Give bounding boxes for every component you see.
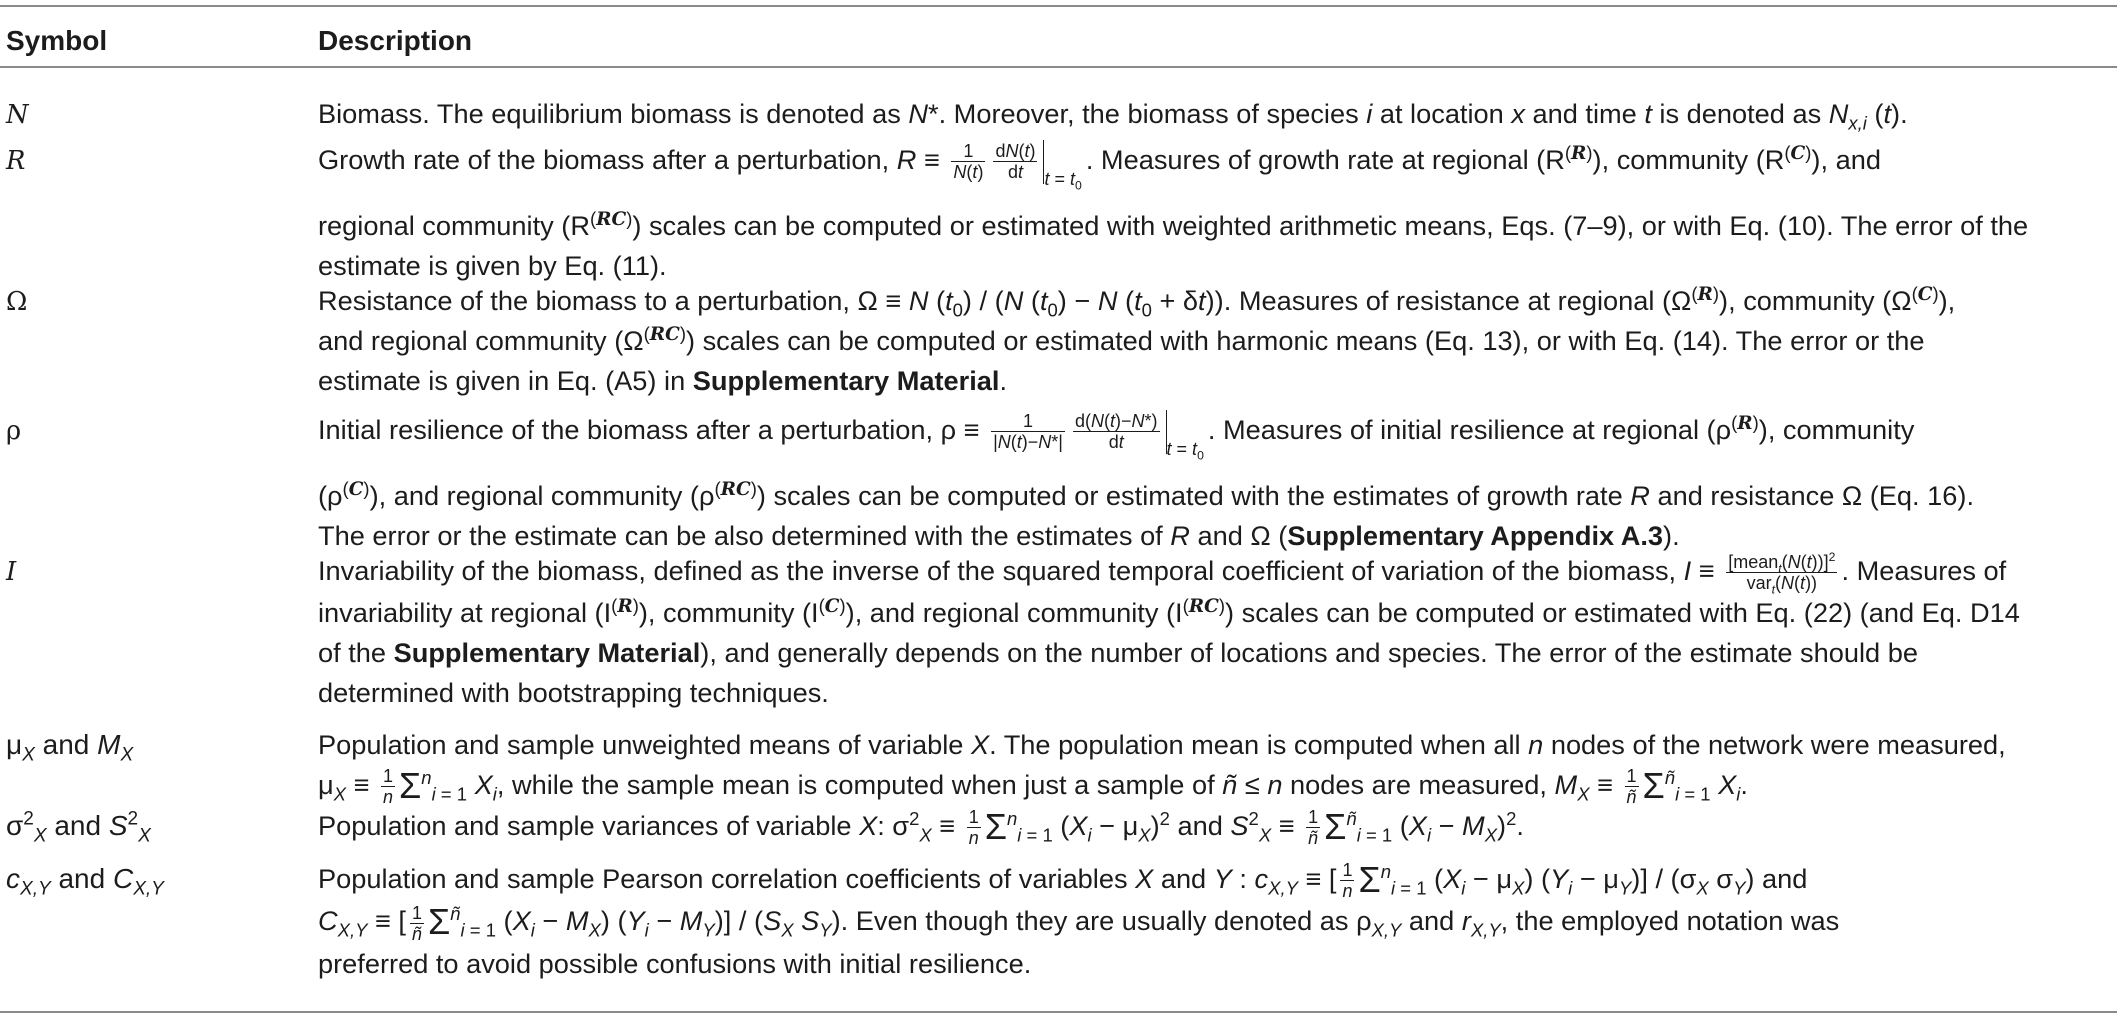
- symbol-cell: [6, 806, 151, 846]
- description-line: Initial resilience of the biomass after a perturbation, ρ ≡ $\frac{1}{|N(t)-N*|}$ $\frac{d(N(t)-N*)}{dt}$ $_{t = t_0}$. Measures of initial resilience at regional $(\rho^{(R)})$, community: [318, 411, 1915, 463]
- symbol-text: Ω: [6, 287, 28, 317]
- description-cell: [318, 140, 2113, 286]
- description-line: Population and sample Pearson correlation coefficients of variables X and Y : $c_{X,Y}$ ≡ [ $\frac{1}{n}$ $\Sigma^n_{i = 1}$ $(X_i - \mu_X) (Y_i - \mu_Y)] / (\sigma_X$ $\sigma_Y$) and: [318, 859, 1808, 902]
- description-line: regional community $(R^{(RC)})$ scales can be computed or estimated with weighted arithmetic means, Eqs. (7–9), or with Eq. (10). The error of the: [318, 207, 2029, 241]
- symbol-text: N: [6, 100, 29, 130]
- description-line: Population and sample variances of variable X: $\sigma^2_X$ ≡ $\frac{1}{n}$ $\Sigma^n_{i = 1}$ $(X_i - \mu_X)^2$ and $S^2_X$ ≡ $\frac{1}{ñ}$ $\Sigma^ñ_{i = 1}$ $(X_i - M_X)^2$.: [318, 806, 1524, 849]
- symbol-cell: [6, 94, 29, 135]
- symbol-cell: [6, 859, 164, 899]
- bottom-rule: [0, 1011, 2117, 1013]
- header-symbol: Symbol: [6, 25, 108, 56]
- symbol-text: $\sigma^2_X$ and $S^2_X$: [6, 808, 151, 847]
- description-line: of the Supplementary Material), and generally depends on the number of locations and species. The error of the estimate should be: [318, 637, 1918, 669]
- description-cell: [318, 859, 2113, 984]
- description-line: invariability at regional $(I^{(R)})$, community $(I^{(C)})$, and regional community $(I^{(RC)})$ scales can be computed or estimated with Eq. (22) (and Eq. D14: [318, 595, 2020, 629]
- header-rule: [0, 66, 2117, 68]
- symbol-cell: [6, 410, 21, 451]
- symbol-cell: [6, 140, 25, 181]
- description-line: Invariability of the biomass, defined as the inverse of the squared temporal coefficient of variation of the biomass, I ≡ $\frac{[mean_t(N(t))]^2}{var_t(N(t))}$ . Measures of: [318, 550, 2007, 597]
- description-cell: [318, 551, 2113, 713]
- description-line: and regional community $(\Omega^{(RC)})$ scales can be computed or estimated with harmonic means (Eq. 13), or with Eq. (14). The error or the: [318, 322, 1925, 356]
- symbol-text: $\mu_X$ and $M_X$: [6, 729, 134, 766]
- description-cell: [318, 806, 2113, 848]
- description-line: preferred to avoid possible confusions with initial resilience.: [318, 947, 1032, 979]
- description-line: estimate is given in Eq. (A5) in Supplementary Material.: [318, 365, 1008, 396]
- description-line: The error or the estimate can be also determined with the estimates of R and Ω (Supplementary Appendix A.3).: [318, 520, 1680, 551]
- description-line: Biomass. The equilibrium biomass is denoted as N*. Moreover, the biomass of species i at location x and time t is denoted as $N_{x,i}$ (t).: [318, 98, 1908, 134]
- symbol-text: I: [6, 557, 17, 587]
- symbol-text: $c_{X,Y}$ and $C_{X,Y}$: [6, 863, 164, 900]
- symbol-text: ρ: [6, 416, 22, 446]
- description-line: $\mu_X$ ≡ $\frac{1}{n}$ $\Sigma^n_{i = 1}$ $X_i$, while the sample mean is computed when just a sample of ñ ≤ n nodes are measured, $M_X$ ≡ $\frac{1}{ñ}$ $\Sigma^ñ_{i = 1}$ $X_i$.: [318, 765, 1748, 808]
- top-rule: [0, 5, 2117, 7]
- symbol-cell: [6, 725, 133, 765]
- description-line: $(\rho^{(C)})$, and regional community $(\rho^{(RC)})$ scales can be computed or estimated with the estimates of growth rate R and resistance Ω (Eq. 16).: [318, 477, 1975, 511]
- description-cell: [318, 725, 2113, 807]
- symbol-cell: [6, 281, 27, 322]
- description-line: Resistance of the biomass to a perturbation, Ω ≡ N $(t_0) / (N$ $(t_0) - N$ $(t_0 + \delta t)$). Measures of resistance at regional $(\Omega^{(R)})$, community $(\Omega^{(C)})$,: [318, 282, 1956, 321]
- symbol-text: R: [6, 146, 26, 176]
- description-cell: [318, 281, 2113, 401]
- description-line: estimate is given by Eq. (11).: [318, 250, 667, 281]
- symbol-cell: [6, 551, 16, 592]
- description-line: Population and sample unweighted means of variable X. The population mean is computed when all n nodes of the network were measured,: [318, 729, 2006, 760]
- description-line: Growth rate of the biomass after a perturbation, R ≡ $\frac{1}{N(t)}$ $\frac{dN(t)}{dt}$ $_{t = t_0}$. Measures of growth rate at regional $(R^{(R)})$, community $(R^{(C)})$, and: [318, 141, 1881, 193]
- description-cell: [318, 94, 2113, 134]
- header-description: Description: [318, 25, 473, 56]
- description-line: determined with bootstrapping techniques.: [318, 677, 829, 709]
- description-line: $C_{X,Y}$ ≡ [ $\frac{1}{ñ}$ $\Sigma^ñ_{i = 1}$ $(X_i - M_X) (Y_i - M_Y)] / (S_X$ $S_Y$). Even though they are usually denoted as $\rho_{X,Y}$ and $r_{X,Y}$, the employed notation was: [318, 901, 1840, 944]
- description-cell: [318, 410, 2113, 556]
